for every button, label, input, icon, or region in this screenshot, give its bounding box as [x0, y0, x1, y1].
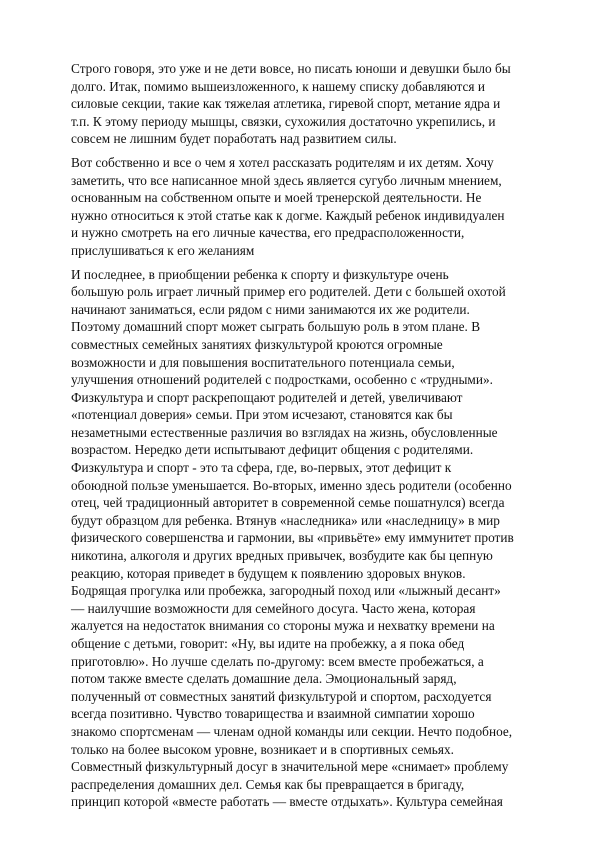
text-line: большую роль играет личный пример его родителей. Дети с большей охотой: [71, 284, 506, 300]
text-line: реакцию, которая приведет в будущем к появлению здоровых внуков.: [71, 565, 466, 581]
text-line: знакомо спортсменам — членам одной команды или секции. Нечто подобное,: [71, 723, 513, 739]
text-line: отец, чей традиционный авторитет в современной семье пошатнулся) всегда: [71, 495, 505, 511]
text-line: «потенциал доверия» семьи. При этом исчезают, становятся как бы: [71, 407, 453, 423]
text-line: Физкультура и спорт раскрепощают родителей и детей, увеличивают: [71, 389, 463, 405]
text-line: незаметными естественные различия во взглядах на жизнь, обусловленные: [71, 424, 498, 440]
text-line: основанным на собственном опыте и моей тренерской деятельности. Не: [71, 190, 482, 206]
text-line: долго. Итак, помимо вышеизложенного, к нашему списку добавляются и: [71, 78, 485, 94]
text-line: Бодрящая прогулка или пробежка, загородный поход или «лыжный десант»: [71, 583, 501, 599]
text-line: прислушиваться к его желаниям: [71, 242, 255, 258]
paragraph-2: [71, 154, 526, 260]
text-line: физического совершенства и гармонии, вы «привьёте» ему иммунитет против: [71, 530, 514, 546]
text-line: — наилучшие возможности для семейного досуга. Часто жена, которая: [71, 600, 476, 616]
text-line: принцип которой «вместе работать — вместе отдыхать». Культура семейная: [71, 794, 503, 810]
text-line: и нужно смотреть на его личные качества, его предрасположенности,: [71, 225, 465, 241]
text-line: Физкультура и спорт - это та сфера, где, во-первых, этот дефицит к: [71, 460, 452, 476]
text-line: Вот собственно и все о чем я хотел рассказать родителям и их детям. Хочу: [71, 154, 494, 170]
text-line: потом также вместе сделать домашние дела. Эмоциональный заряд,: [71, 671, 457, 687]
text-line: будут образцом для ребенка. Втянув «наследника» или «наследницу» в мир: [71, 512, 500, 528]
text-line: Поэтому домашний спорт может сыграть большую роль в этом плане. В: [71, 319, 481, 335]
text-line: заметить, что все написанное мной здесь является сугубо личным мнением,: [71, 172, 502, 188]
text-line: Строго говоря, это уже и не дети вовсе, но писать юноши и девушки было бы: [71, 61, 511, 76]
text-line: распределения домашних дел. Семья как бы превращается в бригаду,: [71, 776, 465, 792]
text-line: обоюдной пользе уменьшается. Во-вторых, именно здесь родители (особенно: [71, 477, 512, 493]
text-line: Совместный физкультурный досуг в значительной мере «снимает» проблему: [71, 759, 509, 775]
text-line: начинают заниматься, если рядом с ними занимаются их же родители.: [71, 301, 470, 317]
text-line: улучшения отношений родителей с подростками, особенно с «трудными».: [71, 372, 493, 388]
paragraph-3: [71, 266, 526, 811]
text-line: силовые секции, такие как тяжелая атлетика, гиревой спорт, метание ядра и: [71, 96, 501, 112]
text-line: возможности и для повышения воспитательного потенциала семьи,: [71, 354, 455, 370]
text-line: всегда позитивно. Чувство товарищества и взаимной симпатии хорошо: [71, 706, 475, 722]
text-line: нужно относиться к этой статье как к догме. Каждый ребенок индивидуален: [71, 207, 505, 223]
document-page: [71, 60, 526, 817]
text-line: общение с детьми, говорит: «Ну, вы идите на пробежку, а я пока обед: [71, 636, 465, 651]
text-line: И последнее, в приобщении ребенка к спорту и физкультуре очень: [71, 266, 449, 282]
text-line: возрастом. Нередко дети испытывают дефицит общения с родителями.: [71, 442, 474, 458]
text-line: полученный от совместных занятий физкультурой и спортом, расходуется: [71, 688, 492, 704]
text-line: совместных семейных занятиях физкультурой кроются огромные: [71, 336, 443, 352]
paragraph-1: [71, 60, 526, 148]
text-line: только на более высоком уровне, возникает и в спортивных семьях.: [71, 741, 454, 757]
text-line: совсем не лишним будет поработать над развитием силы.: [71, 131, 397, 147]
text-line: т.п. К этому периоду мышцы, связки, сухожилия достаточно укрепились, и: [71, 113, 496, 129]
text-line: жалуется на недостаток внимания со стороны мужа и нехватку времени на: [71, 618, 495, 634]
text-line: приготовлю». Но лучше сделать по-другому: всем вместе пробежаться, а: [71, 653, 484, 669]
text-line: никотина, алкоголя и других вредных привычек, возбудите как бы цепную: [71, 548, 493, 564]
